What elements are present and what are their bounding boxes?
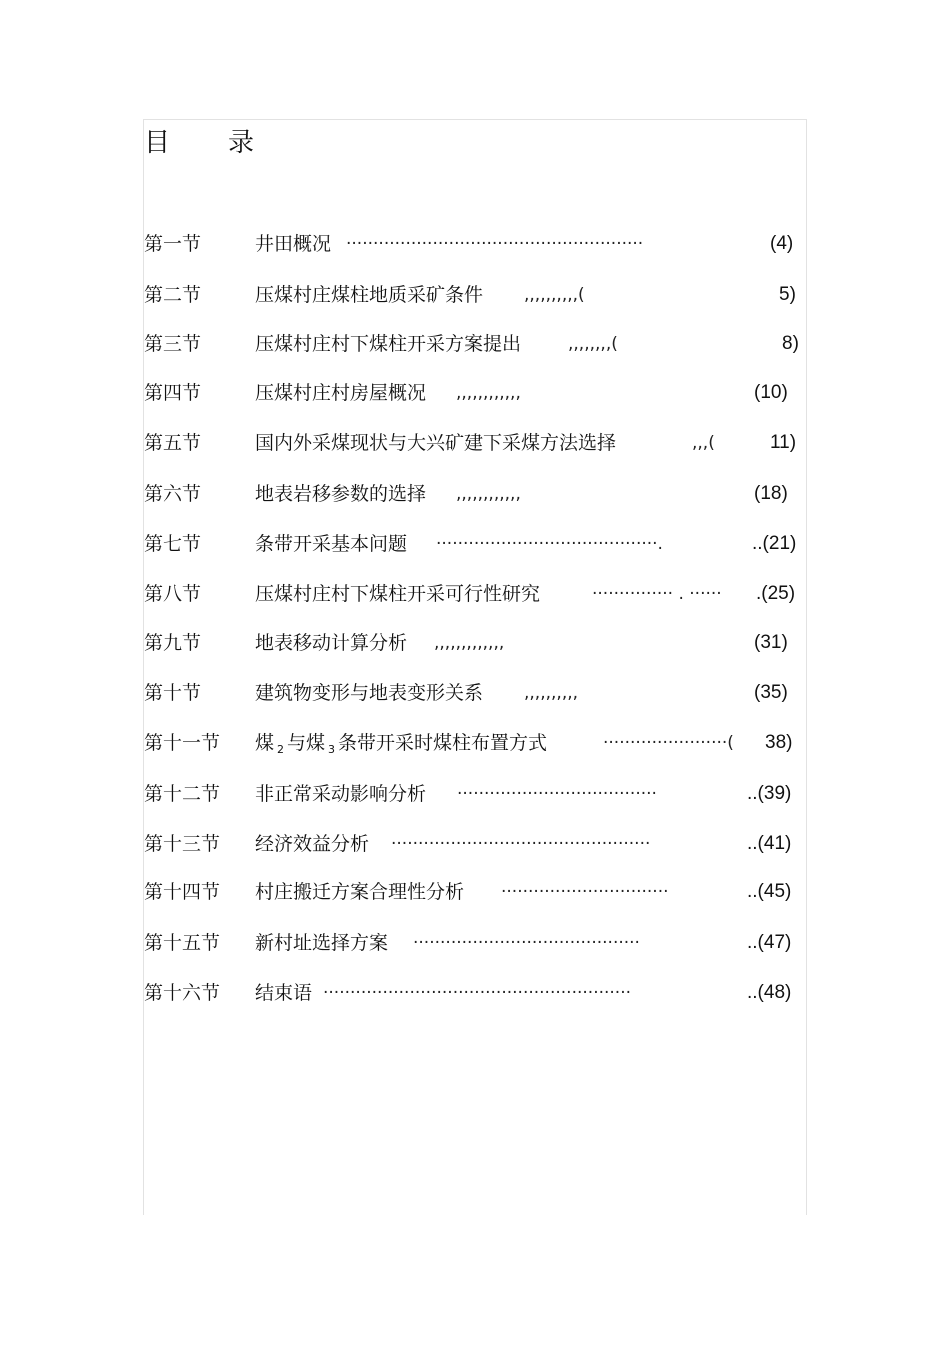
section-number: 第五节 (144, 432, 202, 454)
page-number: ..(48) (747, 982, 792, 1003)
leader: ·········································· (413, 933, 640, 953)
section-title: 国内外采煤现状与大兴矿建下采煤方法选择 (255, 432, 617, 454)
page-number: 38) (765, 732, 793, 753)
toc-entry[interactable] (0, 831, 950, 857)
section-title: 经济效益分析 (255, 833, 370, 855)
section-title: 压煤村庄村下煤柱开采方案提出 (255, 333, 522, 355)
section-title: 压煤村庄村房屋概况 (255, 382, 427, 404)
leader: ,,,,,,,,,,,, (456, 383, 521, 403)
section-title: 井田概况 (255, 233, 332, 255)
leader: ··············· . ······ (592, 584, 722, 604)
page-number: .(25) (756, 583, 796, 604)
toc-entry[interactable] (0, 630, 950, 656)
section-title: 地表岩移参数的选择 (255, 483, 427, 505)
section-title: 地表移动计算分析 (255, 632, 408, 654)
section-number: 第十一节 (144, 732, 221, 754)
leader: ·······················( (603, 733, 734, 753)
toc-entry[interactable] (0, 781, 950, 807)
section-number: 第十四节 (144, 881, 221, 903)
section-number: 第三节 (144, 333, 202, 355)
toc-entry[interactable] (0, 430, 950, 456)
title-char-1: 目 (144, 128, 171, 158)
section-title: 建筑物变形与地表变形关系 (255, 682, 484, 704)
toc-entry[interactable] (0, 980, 950, 1006)
page-number: 11) (770, 432, 797, 453)
section-title: 条带开采基本问题 (255, 533, 408, 555)
toc-entry[interactable] (0, 680, 950, 706)
leader: ······················································· (346, 234, 644, 254)
toc-entry[interactable] (0, 331, 950, 357)
page-number: (10) (754, 382, 788, 403)
section-title: 新村址选择方案 (255, 932, 389, 954)
leader: ····································· (457, 784, 657, 804)
leader: ,,,( (692, 433, 715, 453)
toc-entry[interactable] (0, 231, 950, 257)
section-number: 第十五节 (144, 932, 221, 954)
section-title: 结束语 (255, 982, 313, 1004)
page-number: ..(47) (747, 932, 792, 953)
seam-subscript: 3 (328, 743, 336, 756)
section-number: 第二节 (144, 284, 202, 306)
section-number: 第十节 (144, 682, 202, 704)
leader: ·········································. (436, 534, 663, 554)
title-part: 煤 (255, 732, 275, 754)
toc-entry[interactable] (0, 282, 950, 308)
page-number: (4) (770, 233, 794, 254)
page-number: ..(45) (747, 881, 792, 902)
seam-subscript: 2 (277, 743, 285, 756)
page-number: 5) (779, 284, 796, 305)
toc-entry[interactable] (0, 930, 950, 956)
page-number: (31) (754, 632, 788, 653)
page-number: (18) (754, 483, 788, 504)
toc-entry[interactable] (0, 730, 950, 756)
toc-entry[interactable] (0, 581, 950, 607)
leader: ,,,,,,,,,,( (524, 285, 585, 305)
leader: ,,,,,,,,( (568, 334, 618, 354)
section-number: 第十二节 (144, 783, 221, 805)
section-title (255, 730, 547, 763)
leader: ,,,,,,,,,, (524, 683, 579, 703)
page-number: ..(21) (752, 533, 797, 554)
leader: ························································· (323, 983, 632, 1003)
section-number: 第四节 (144, 382, 202, 404)
page-number: ..(41) (747, 833, 792, 854)
section-number: 第七节 (144, 533, 202, 555)
section-number: 第十六节 (144, 982, 221, 1004)
section-number: 第十三节 (144, 833, 221, 855)
page-number: ..(39) (747, 783, 792, 804)
page-number: (35) (754, 682, 788, 703)
leader: ,,,,,,,,,,,,, (434, 633, 505, 653)
section-title: 村庄搬迁方案合理性分析 (255, 881, 465, 903)
leader: ················································ (391, 834, 651, 854)
toc-entry[interactable] (0, 879, 950, 905)
section-title: 非正常采动影响分析 (255, 783, 427, 805)
title-part: 与煤 (287, 732, 326, 754)
section-title: 压煤村庄村下煤柱开采可行性研究 (255, 583, 541, 605)
section-number: 第六节 (144, 483, 202, 505)
toc-entry[interactable] (0, 531, 950, 557)
toc-entry[interactable] (0, 481, 950, 507)
section-number: 第九节 (144, 632, 202, 654)
section-number: 第八节 (144, 583, 202, 605)
page-number: 8) (782, 333, 799, 354)
title-char-2: 录 (228, 128, 255, 158)
leader: ······························· (501, 882, 669, 902)
section-number: 第一节 (144, 233, 202, 255)
toc-entry[interactable] (0, 380, 950, 406)
section-title: 压煤村庄煤柱地质采矿条件 (255, 284, 484, 306)
leader: ,,,,,,,,,,,, (456, 484, 521, 504)
title-part: 条带开采时煤柱布置方式 (338, 732, 548, 754)
